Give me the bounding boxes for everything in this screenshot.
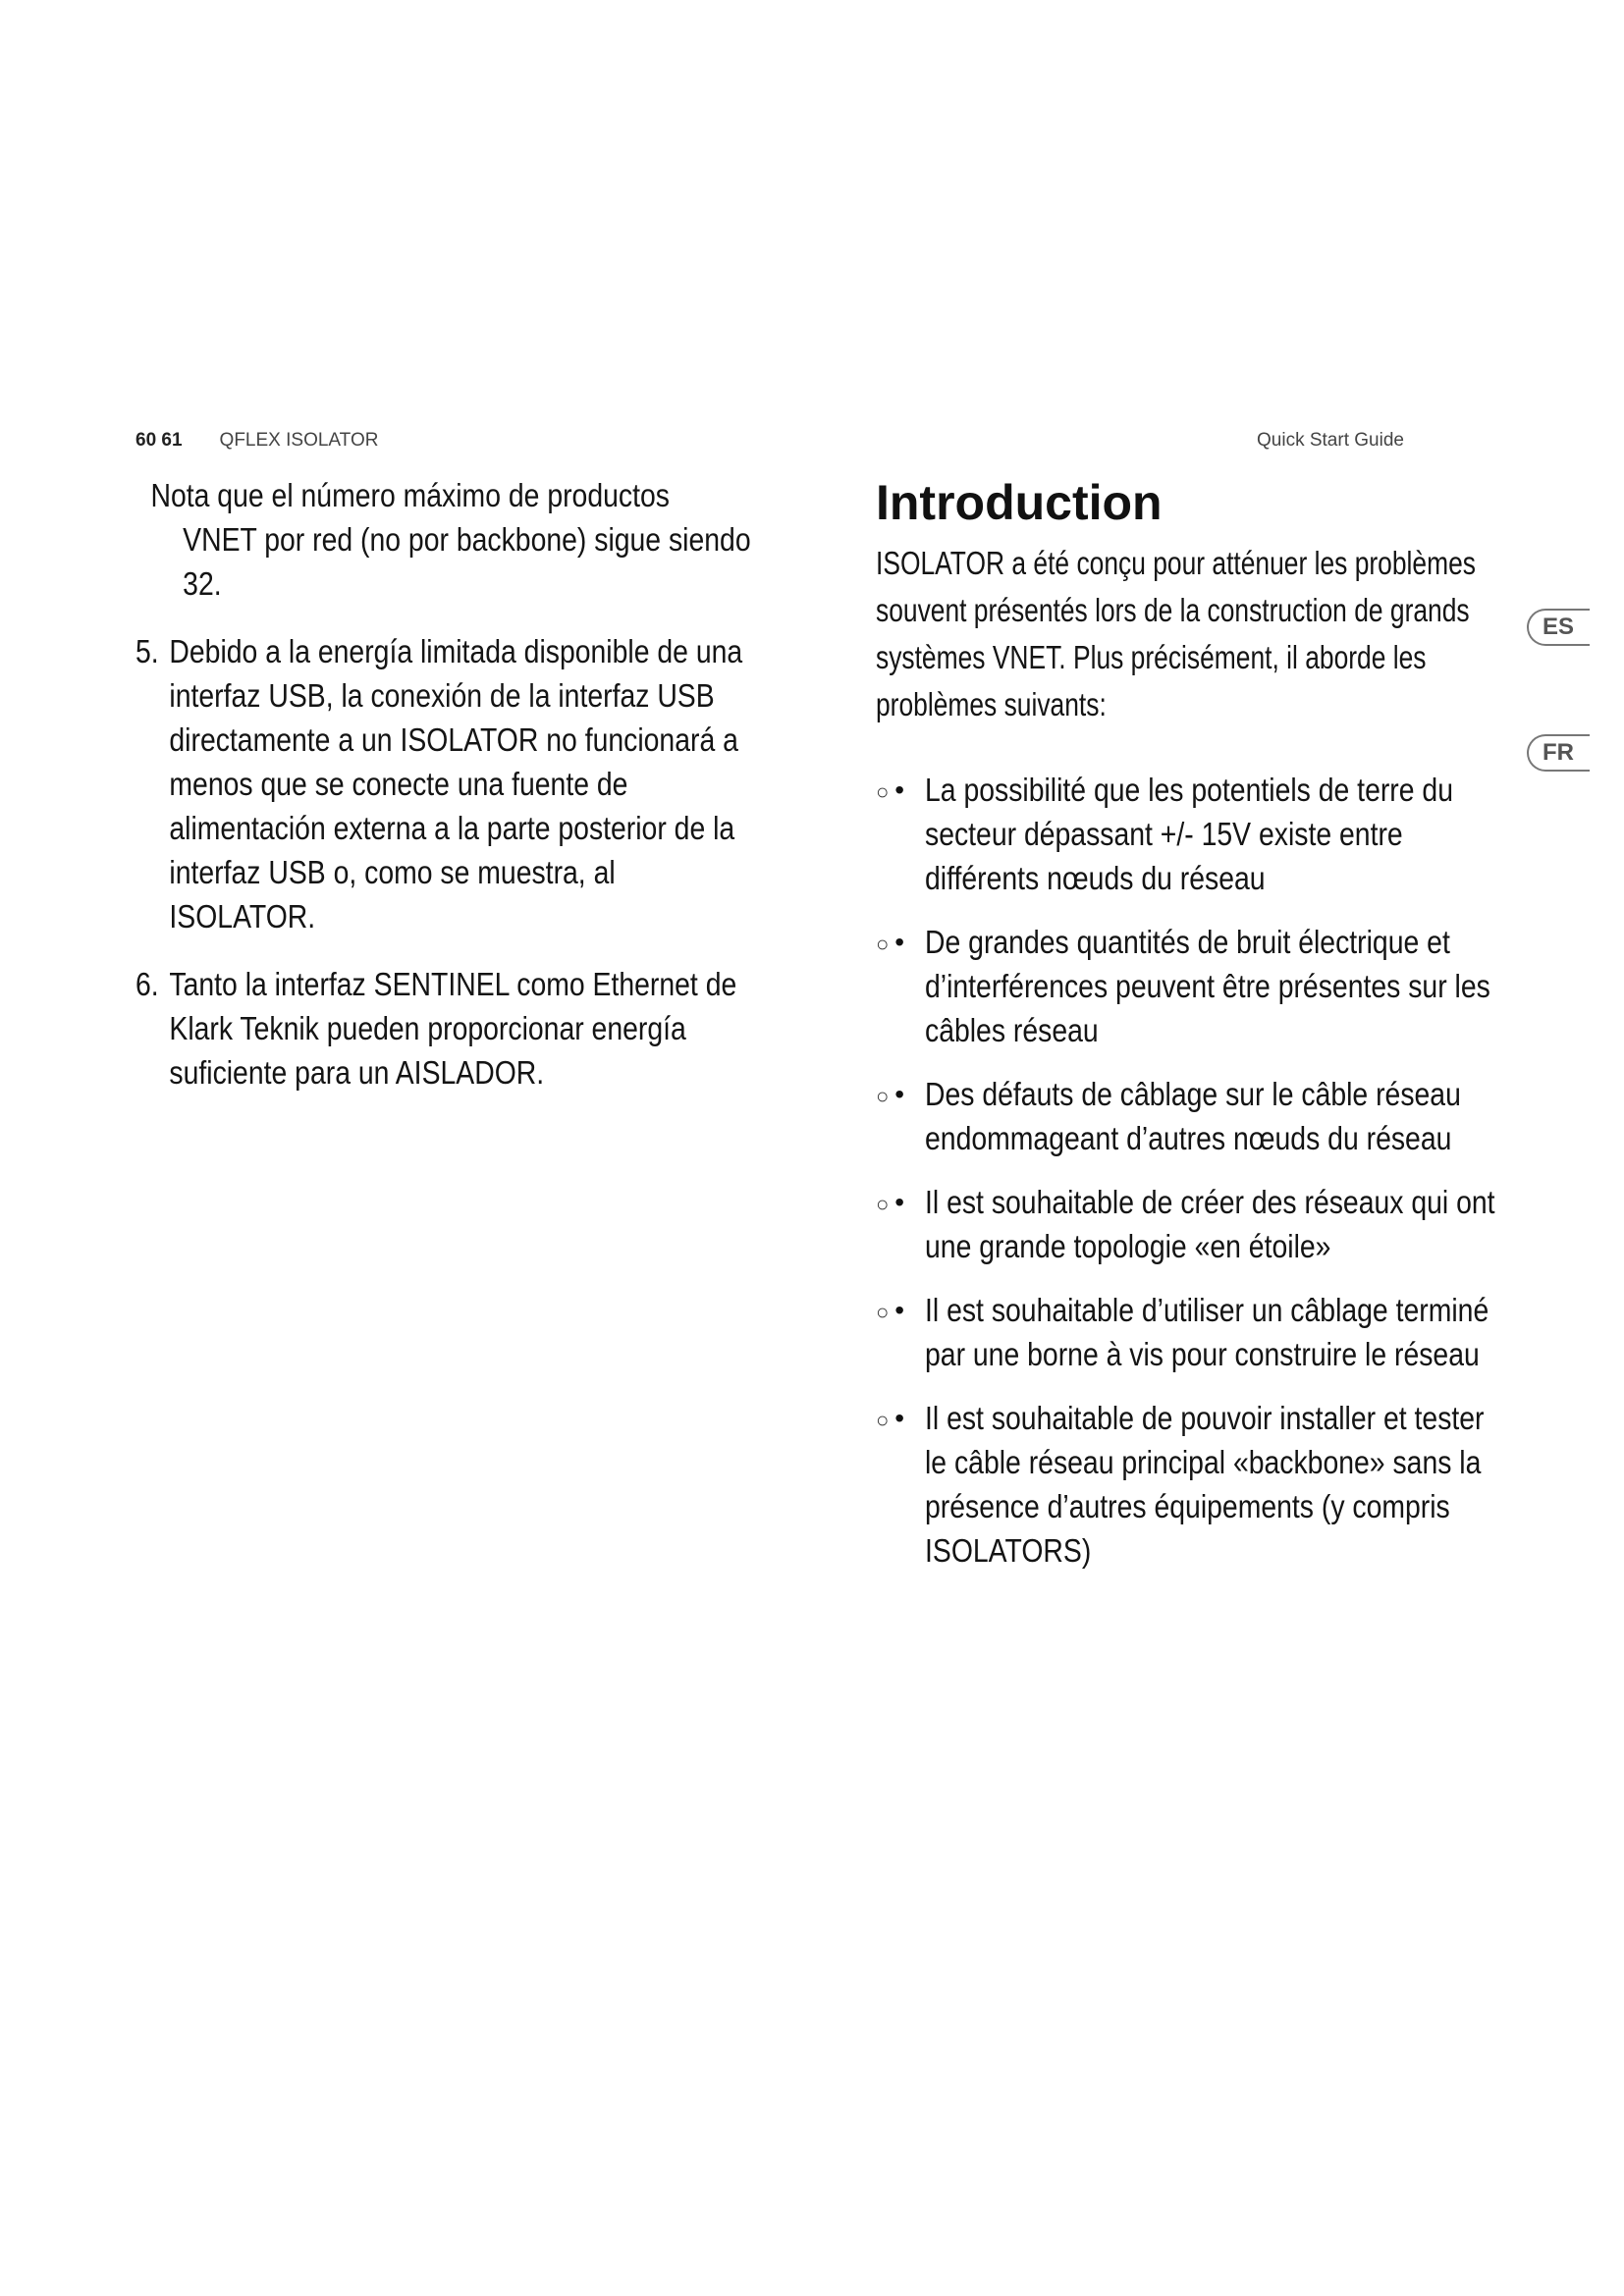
language-tab-es[interactable]: ES — [1527, 609, 1590, 646]
intro-paragraph: ISOLATOR a été conçu pour atténuer les problèmes souvent présentés lors de la construction de grands systèmes VNET. Plus précisément, il aborde les problèmes suivants: — [876, 545, 1476, 722]
list-item — [135, 629, 764, 938]
bullet-text: Des défauts de câblage sur le câble réseau endommageant d’autres nœuds du réseau — [925, 1076, 1461, 1156]
dot-icon: • — [894, 1187, 905, 1217]
dot-icon: • — [894, 927, 905, 957]
circle-icon: ○ — [876, 932, 890, 956]
bullet-text: La possibilité que les potentiels de terre du secteur dépassant +/- 15V existe entre différents nœuds du réseau — [925, 772, 1453, 896]
bullet-marker — [876, 920, 925, 1052]
item-text: Tanto la interfaz SENTINEL como Ethernet de Klark Teknik pueden proporcionar energía suficiente para un AISLADOR. — [169, 966, 737, 1091]
spanish-column — [135, 473, 764, 1095]
circle-icon: ○ — [876, 1084, 890, 1108]
circle-icon: ○ — [876, 1192, 890, 1216]
bullet-marker — [876, 1072, 925, 1160]
bullet-marker — [876, 1288, 925, 1376]
circle-icon: ○ — [876, 1408, 890, 1432]
guide-title: Quick Start Guide — [1257, 430, 1404, 451]
bullet-marker — [876, 1396, 925, 1573]
circle-icon: ○ — [876, 779, 890, 804]
bullet-text: De grandes quantités de bruit électrique et d’interférences peuvent être présentes sur les câbles réseau — [925, 924, 1490, 1048]
dot-icon: • — [894, 1079, 905, 1109]
item-number: 5. — [135, 633, 159, 669]
list-item — [876, 1288, 1504, 1376]
list-item — [876, 1180, 1504, 1268]
page-numbers: 60 61 — [135, 430, 183, 451]
list-item — [876, 768, 1504, 900]
note-continuation: VNET por red (no por backbone) sigue siendo 32. — [183, 521, 751, 602]
list-item — [876, 1396, 1504, 1573]
bullet-marker — [876, 768, 925, 900]
language-tab-fr[interactable]: FR — [1527, 734, 1590, 772]
dot-icon: • — [894, 1403, 905, 1433]
list-item — [876, 920, 1504, 1052]
note-paragraph — [135, 473, 779, 606]
section-title: Introduction — [876, 475, 1163, 530]
circle-icon: ○ — [876, 1300, 890, 1324]
bullet-list — [876, 768, 1504, 1592]
list-item — [876, 1072, 1504, 1160]
list-item — [135, 962, 764, 1095]
french-column — [876, 473, 1504, 1569]
product-name: QFLEX ISOLATOR — [219, 430, 379, 451]
dot-icon: • — [894, 774, 905, 805]
page-header-left — [135, 430, 378, 452]
dot-icon: • — [894, 1295, 905, 1325]
bullet-text: Il est souhaitable de créer des réseaux qui ont une grande topologie «en étoile» — [925, 1184, 1495, 1264]
item-text: Debido a la energía limitada disponible de una interfaz USB, la conexión de la interfaz USB directamente a un ISOLATOR no funcionará a menos que se conecte una fuente de alimentación externa a la parte posterior de la interfaz USB o, como se muestra, al ISOLATOR. — [169, 633, 743, 934]
bullet-marker — [876, 1180, 925, 1268]
note-first-line: Nota que el número máximo de productos — [150, 477, 670, 513]
bullet-text: Il est souhaitable d’utiliser un câblage terminé par une borne à vis pour construire le réseau — [925, 1292, 1489, 1372]
bullet-text: Il est souhaitable de pouvoir installer et tester le câble réseau principal «backbone» sans la présence d’autres équipements (y compris ISOLATORS) — [925, 1400, 1485, 1569]
item-number: 6. — [135, 966, 159, 1002]
